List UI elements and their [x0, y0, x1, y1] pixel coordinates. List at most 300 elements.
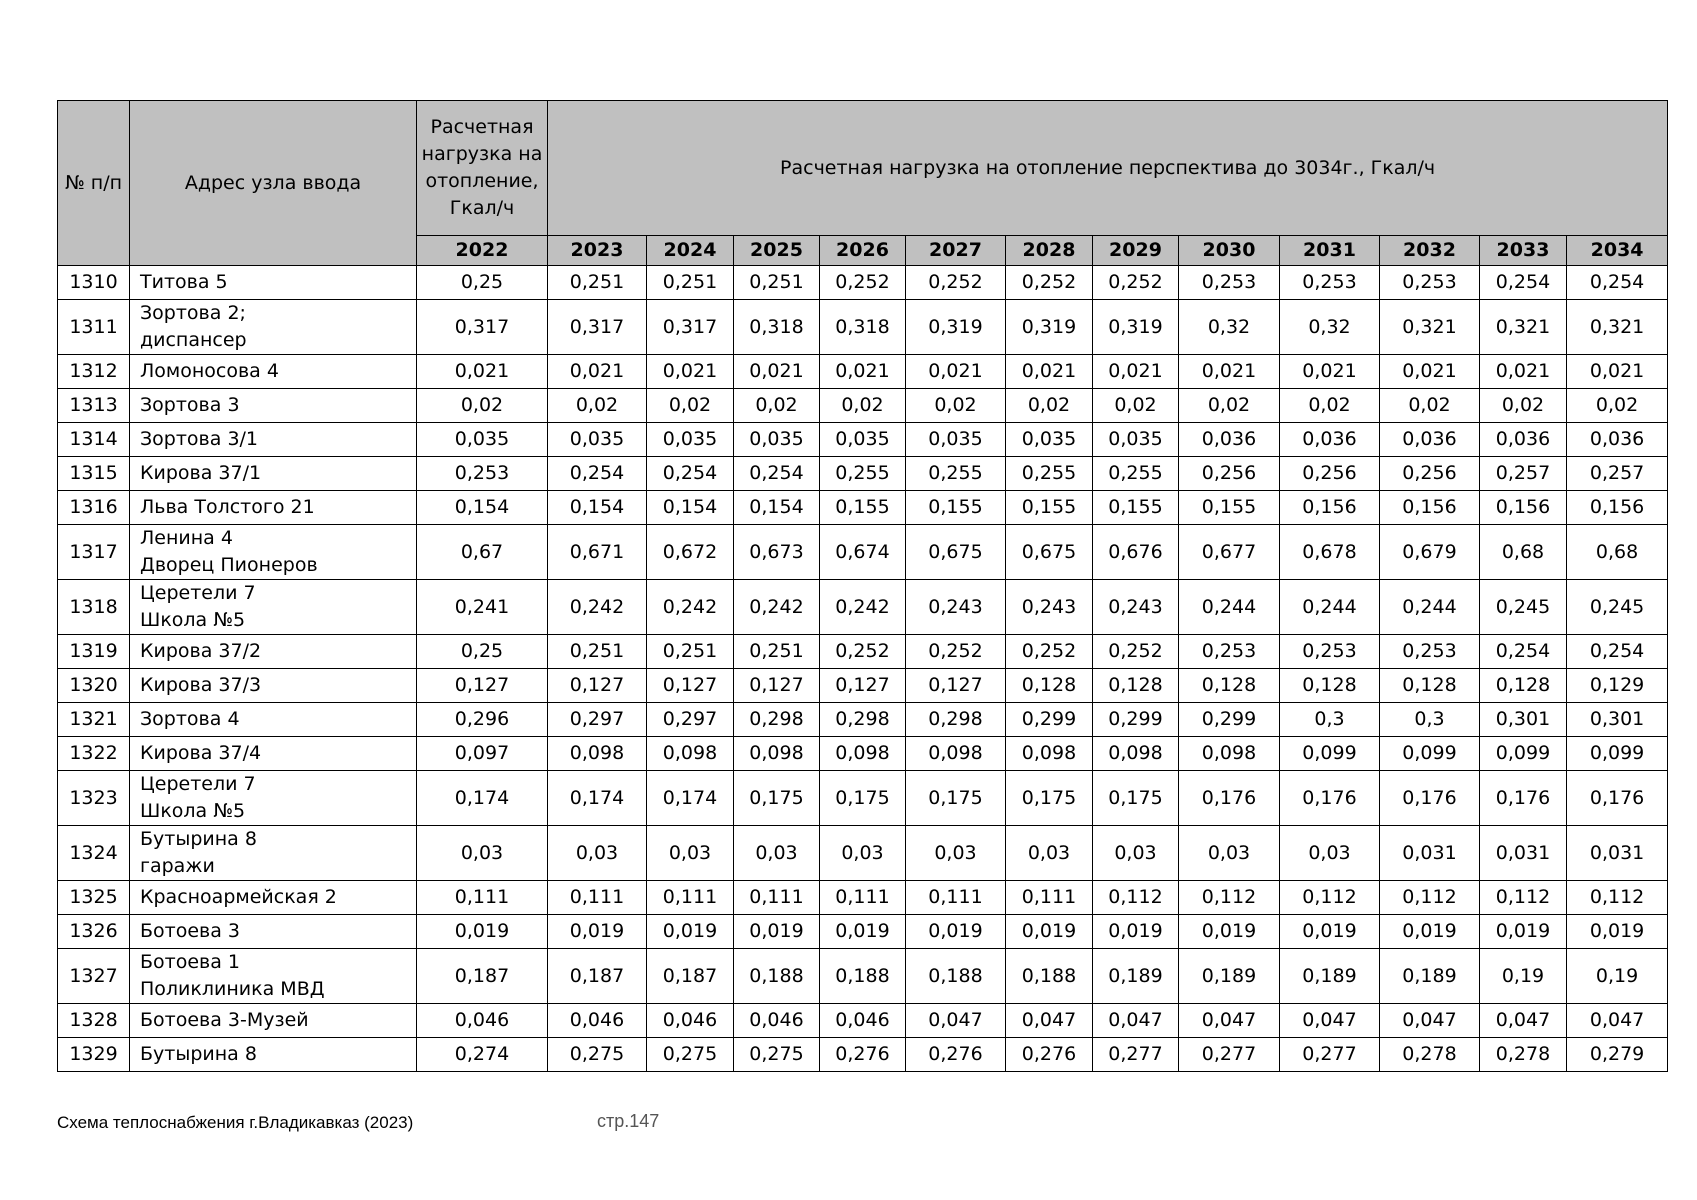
load-value-cell: 0,019: [417, 915, 548, 949]
row-address: [130, 881, 417, 915]
load-value-cell: 0,128: [1006, 669, 1093, 703]
load-value-cell: 0,251: [734, 635, 820, 669]
load-value-cell: 0,127: [647, 669, 734, 703]
load-value-cell: 0,242: [820, 580, 906, 635]
load-value-cell: 0,276: [906, 1038, 1006, 1072]
load-value-cell: 0,02: [1179, 389, 1280, 423]
load-value-cell: 0,127: [820, 669, 906, 703]
load-value-cell: 0,03: [1179, 826, 1280, 881]
load-value-cell: 0,176: [1380, 771, 1480, 826]
row-address: [130, 826, 417, 881]
load-value-cell: 0,019: [820, 915, 906, 949]
load-value-cell: 0,189: [1093, 949, 1179, 1004]
load-value-cell: 0,046: [548, 1004, 647, 1038]
load-value-cell: 0,255: [820, 457, 906, 491]
row-address: [130, 915, 417, 949]
load-value-cell: 0,155: [820, 491, 906, 525]
load-value-cell: 0,111: [417, 881, 548, 915]
load-value-cell: 0,035: [1093, 423, 1179, 457]
load-value-cell: 0,67: [417, 525, 548, 580]
load-value-cell: 0,276: [1006, 1038, 1093, 1072]
load-value-cell: 0,035: [734, 423, 820, 457]
table-row: [58, 771, 1668, 826]
row-address: [130, 525, 417, 580]
row-number: 1323: [58, 771, 130, 826]
load-value-cell: 0,112: [1280, 881, 1380, 915]
load-value-cell: 0,098: [906, 737, 1006, 771]
address-line: Зортова 3/1: [140, 428, 259, 450]
row-address: [130, 457, 417, 491]
load-value-cell: 0,253: [1179, 266, 1280, 300]
load-value-cell: 0,242: [548, 580, 647, 635]
load-value-cell: 0,255: [1093, 457, 1179, 491]
address-line: Красноармейская 2: [140, 886, 337, 908]
load-value-cell: 0,03: [1093, 826, 1179, 881]
load-value-cell: 0,112: [1480, 881, 1567, 915]
load-value-cell: 0,036: [1480, 423, 1567, 457]
load-value-cell: 0,242: [734, 580, 820, 635]
load-value-cell: 0,036: [1179, 423, 1280, 457]
load-value-cell: 0,02: [647, 389, 734, 423]
address-line: Кирова 37/4: [140, 742, 262, 764]
load-value-cell: 0,274: [417, 1038, 548, 1072]
address-line: гаражи: [140, 855, 215, 877]
load-value-cell: 0,317: [548, 300, 647, 355]
load-value-cell: 0,035: [906, 423, 1006, 457]
load-value-cell: 0,253: [1380, 266, 1480, 300]
address-line: Кирова 37/1: [140, 462, 262, 484]
load-value-cell: 0,256: [1280, 457, 1380, 491]
load-value-cell: 0,036: [1567, 423, 1668, 457]
header-year: 2033: [1480, 236, 1567, 266]
load-value-cell: 0,254: [1480, 266, 1567, 300]
load-value-cell: 0,019: [734, 915, 820, 949]
load-value-cell: 0,127: [906, 669, 1006, 703]
load-value-cell: 0,175: [734, 771, 820, 826]
table-row: [58, 826, 1668, 881]
load-value-cell: 0,111: [820, 881, 906, 915]
load-value-cell: 0,251: [734, 266, 820, 300]
load-value-cell: 0,253: [1179, 635, 1280, 669]
load-value-cell: 0,297: [548, 703, 647, 737]
load-value-cell: 0,301: [1567, 703, 1668, 737]
table-row: [58, 635, 1668, 669]
load-value-cell: 0,03: [417, 826, 548, 881]
row-address: [130, 1004, 417, 1038]
load-value-cell: 0,02: [1567, 389, 1668, 423]
row-address: [130, 703, 417, 737]
row-number: 1320: [58, 669, 130, 703]
load-value-cell: 0,676: [1093, 525, 1179, 580]
load-value-cell: 0,098: [820, 737, 906, 771]
row-number: 1316: [58, 491, 130, 525]
table-row: [58, 266, 1668, 300]
row-address: [130, 771, 417, 826]
load-value-cell: 0,035: [647, 423, 734, 457]
load-value-cell: 0,019: [548, 915, 647, 949]
load-value-cell: 0,176: [1179, 771, 1280, 826]
load-value-cell: 0,317: [647, 300, 734, 355]
row-number: 1329: [58, 1038, 130, 1072]
load-value-cell: 0,098: [1006, 737, 1093, 771]
load-value-cell: 0,021: [1006, 355, 1093, 389]
load-value-cell: 0,129: [1567, 669, 1668, 703]
load-value-cell: 0,047: [1380, 1004, 1480, 1038]
header-year: 2025: [734, 236, 820, 266]
load-value-cell: 0,675: [906, 525, 1006, 580]
load-value-cell: 0,111: [734, 881, 820, 915]
address-line: Титова 5: [140, 271, 228, 293]
load-value-cell: 0,099: [1280, 737, 1380, 771]
load-value-cell: 0,243: [1093, 580, 1179, 635]
load-value-cell: 0,175: [1093, 771, 1179, 826]
address-line: Кирова 37/2: [140, 640, 262, 662]
load-value-cell: 0,252: [1006, 266, 1093, 300]
load-value-cell: 0,279: [1567, 1038, 1668, 1072]
load-value-cell: 0,047: [1480, 1004, 1567, 1038]
row-number: 1322: [58, 737, 130, 771]
row-number: 1325: [58, 881, 130, 915]
load-value-cell: 0,031: [1480, 826, 1567, 881]
address-line: диспансер: [140, 329, 247, 351]
load-value-cell: 0,252: [906, 266, 1006, 300]
row-number: 1328: [58, 1004, 130, 1038]
table-row: [58, 389, 1668, 423]
load-value-cell: 0,174: [417, 771, 548, 826]
load-value-cell: 0,32: [1280, 300, 1380, 355]
address-line: Церетели 7: [140, 773, 256, 795]
load-value-cell: 0,318: [820, 300, 906, 355]
load-value-cell: 0,3: [1280, 703, 1380, 737]
table-row: [58, 703, 1668, 737]
load-value-cell: 0,253: [417, 457, 548, 491]
load-value-cell: 0,241: [417, 580, 548, 635]
load-value-cell: 0,299: [1093, 703, 1179, 737]
load-value-cell: 0,021: [548, 355, 647, 389]
row-address: [130, 300, 417, 355]
load-value-cell: 0,276: [820, 1038, 906, 1072]
load-value-cell: 0,19: [1567, 949, 1668, 1004]
load-value-cell: 0,252: [906, 635, 1006, 669]
load-value-cell: 0,127: [734, 669, 820, 703]
load-value-cell: 0,298: [906, 703, 1006, 737]
load-value-cell: 0,678: [1280, 525, 1380, 580]
load-value-cell: 0,245: [1567, 580, 1668, 635]
load-value-cell: 0,319: [1093, 300, 1179, 355]
load-value-cell: 0,111: [548, 881, 647, 915]
load-value-cell: 0,046: [417, 1004, 548, 1038]
load-value-cell: 0,257: [1480, 457, 1567, 491]
load-value-cell: 0,02: [1480, 389, 1567, 423]
load-value-cell: 0,68: [1567, 525, 1668, 580]
row-address: [130, 389, 417, 423]
load-value-cell: 0,03: [1280, 826, 1380, 881]
address-line: Ломоносова 4: [140, 360, 279, 382]
load-value-cell: 0,112: [1093, 881, 1179, 915]
load-value-cell: 0,278: [1380, 1038, 1480, 1072]
load-value-cell: 0,035: [820, 423, 906, 457]
table-row: [58, 915, 1668, 949]
load-value-cell: 0,254: [548, 457, 647, 491]
row-number: 1312: [58, 355, 130, 389]
load-value-cell: 0,244: [1179, 580, 1280, 635]
address-line: Зортова 3: [140, 394, 240, 416]
load-value-cell: 0,021: [1179, 355, 1280, 389]
row-address: [130, 266, 417, 300]
load-value-cell: 0,019: [1280, 915, 1380, 949]
load-value-cell: 0,251: [647, 266, 734, 300]
load-value-cell: 0,047: [1179, 1004, 1280, 1038]
header-year: 2024: [647, 236, 734, 266]
load-value-cell: 0,021: [417, 355, 548, 389]
load-value-cell: 0,112: [1567, 881, 1668, 915]
address-line: Зортова 2;: [140, 302, 246, 324]
load-value-cell: 0,111: [647, 881, 734, 915]
load-value-cell: 0,254: [1480, 635, 1567, 669]
load-value-cell: 0,098: [734, 737, 820, 771]
load-value-cell: 0,187: [647, 949, 734, 1004]
load-value-cell: 0,036: [1280, 423, 1380, 457]
load-value-cell: 0,299: [1006, 703, 1093, 737]
load-value-cell: 0,019: [1093, 915, 1179, 949]
load-value-cell: 0,189: [1280, 949, 1380, 1004]
header-year: 2034: [1567, 236, 1668, 266]
load-value-cell: 0,035: [417, 423, 548, 457]
row-address: [130, 635, 417, 669]
load-value-cell: 0,036: [1380, 423, 1480, 457]
table-row: [58, 1038, 1668, 1072]
load-value-cell: 0,111: [906, 881, 1006, 915]
load-value-cell: 0,319: [906, 300, 1006, 355]
load-value-cell: 0,03: [820, 826, 906, 881]
table-row: [58, 1004, 1668, 1038]
load-value-cell: 0,321: [1480, 300, 1567, 355]
load-value-cell: 0,02: [820, 389, 906, 423]
load-value-cell: 0,02: [1006, 389, 1093, 423]
load-value-cell: 0,25: [417, 635, 548, 669]
load-value-cell: 0,03: [1006, 826, 1093, 881]
load-value-cell: 0,175: [1006, 771, 1093, 826]
load-value-cell: 0,319: [1006, 300, 1093, 355]
load-value-cell: 0,252: [1093, 266, 1179, 300]
table-row: [58, 355, 1668, 389]
load-value-cell: 0,098: [1179, 737, 1280, 771]
load-value-cell: 0,174: [647, 771, 734, 826]
load-value-cell: 0,188: [1006, 949, 1093, 1004]
load-value-cell: 0,256: [1380, 457, 1480, 491]
footer-title: Схема теплоснабжения г.Владикавказ (2023): [57, 1113, 414, 1132]
load-value-cell: 0,278: [1480, 1038, 1567, 1072]
header-year: 2022: [417, 236, 548, 266]
load-value-cell: 0,174: [548, 771, 647, 826]
load-value-cell: 0,296: [417, 703, 548, 737]
load-value-cell: 0,175: [820, 771, 906, 826]
load-value-cell: 0,298: [820, 703, 906, 737]
load-value-cell: 0,187: [548, 949, 647, 1004]
load-value-cell: 0,019: [1006, 915, 1093, 949]
load-value-cell: 0,154: [647, 491, 734, 525]
load-value-cell: 0,244: [1380, 580, 1480, 635]
load-value-cell: 0,299: [1179, 703, 1280, 737]
row-address: [130, 737, 417, 771]
address-line: Ботоева 3: [140, 920, 241, 942]
load-value-cell: 0,255: [906, 457, 1006, 491]
header-year: 2032: [1380, 236, 1480, 266]
address-line: Льва Толстого 21: [140, 496, 315, 518]
load-value-cell: 0,188: [734, 949, 820, 1004]
header-num: № п/п: [58, 101, 130, 266]
load-value-cell: 0,046: [647, 1004, 734, 1038]
load-value-cell: 0,187: [417, 949, 548, 1004]
load-value-cell: 0,674: [820, 525, 906, 580]
load-value-cell: 0,019: [906, 915, 1006, 949]
row-address: [130, 491, 417, 525]
table-row: [58, 423, 1668, 457]
load-value-cell: 0,277: [1179, 1038, 1280, 1072]
header-year: 2029: [1093, 236, 1179, 266]
address-line: Школа №5: [140, 800, 246, 822]
load-value-cell: 0,275: [647, 1038, 734, 1072]
load-value-cell: 0,099: [1567, 737, 1668, 771]
load-value-cell: 0,176: [1480, 771, 1567, 826]
row-number: 1326: [58, 915, 130, 949]
table-row: [58, 669, 1668, 703]
load-value-cell: 0,679: [1380, 525, 1480, 580]
address-line: Церетели 7: [140, 582, 256, 604]
header-year: 2023: [548, 236, 647, 266]
load-value-cell: 0,154: [417, 491, 548, 525]
load-value-cell: 0,301: [1480, 703, 1567, 737]
load-value-cell: 0,128: [1280, 669, 1380, 703]
table-row: [58, 525, 1668, 580]
load-value-cell: 0,251: [548, 635, 647, 669]
page-number: стр.147: [597, 1111, 660, 1131]
load-value-cell: 0,03: [906, 826, 1006, 881]
header-year: 2026: [820, 236, 906, 266]
table-header: [58, 101, 1668, 266]
table-body: [58, 266, 1668, 1072]
address-line: Бутырина 8: [140, 1043, 257, 1065]
load-value-cell: 0,321: [1380, 300, 1480, 355]
address-line: Ботоева 1: [140, 951, 241, 973]
load-value-cell: 0,252: [820, 635, 906, 669]
load-value-cell: 0,02: [906, 389, 1006, 423]
load-value-cell: 0,254: [734, 457, 820, 491]
address-line: Дворец Пионеров: [140, 554, 318, 576]
row-number: 1314: [58, 423, 130, 457]
load-value-cell: 0,019: [1380, 915, 1480, 949]
load-value-cell: 0,251: [647, 635, 734, 669]
header-base-load: Расчетная нагрузка на отопление, Гкал/ч: [417, 101, 548, 236]
load-value-cell: 0,021: [1480, 355, 1567, 389]
load-value-cell: 0,189: [1179, 949, 1280, 1004]
load-value-cell: 0,254: [1567, 266, 1668, 300]
load-value-cell: 0,03: [734, 826, 820, 881]
address-line: Зортова 4: [140, 708, 240, 730]
load-value-cell: 0,021: [647, 355, 734, 389]
load-value-cell: 0,245: [1480, 580, 1567, 635]
table-row: [58, 580, 1668, 635]
row-number: 1310: [58, 266, 130, 300]
row-address: [130, 949, 417, 1004]
address-line: Ленина 4: [140, 527, 233, 549]
load-value-cell: 0,321: [1567, 300, 1668, 355]
load-value-cell: 0,02: [417, 389, 548, 423]
load-value-cell: 0,099: [1480, 737, 1567, 771]
table-row: [58, 300, 1668, 355]
load-value-cell: 0,098: [548, 737, 647, 771]
load-value-cell: 0,154: [734, 491, 820, 525]
header-year: 2028: [1006, 236, 1093, 266]
load-value-cell: 0,19: [1480, 949, 1567, 1004]
load-value-cell: 0,253: [1280, 635, 1380, 669]
load-value-cell: 0,277: [1280, 1038, 1380, 1072]
row-number: 1319: [58, 635, 130, 669]
load-value-cell: 0,275: [548, 1038, 647, 1072]
header-address: Адрес узла ввода: [130, 101, 417, 266]
load-value-cell: 0,677: [1179, 525, 1280, 580]
header-year: 2031: [1280, 236, 1380, 266]
load-value-cell: 0,188: [820, 949, 906, 1004]
load-value-cell: 0,176: [1567, 771, 1668, 826]
load-value-cell: 0,128: [1179, 669, 1280, 703]
load-value-cell: 0,021: [1380, 355, 1480, 389]
load-value-cell: 0,128: [1480, 669, 1567, 703]
header-perspective: Расчетная нагрузка на отопление перспектива до 3034г., Гкал/ч: [548, 101, 1668, 236]
load-value-cell: 0,035: [548, 423, 647, 457]
load-value-cell: 0,32: [1179, 300, 1280, 355]
load-value-cell: 0,03: [647, 826, 734, 881]
load-value-cell: 0,255: [1006, 457, 1093, 491]
load-value-cell: 0,156: [1280, 491, 1380, 525]
row-number: 1318: [58, 580, 130, 635]
load-value-cell: 0,3: [1380, 703, 1480, 737]
load-value-cell: 0,252: [1093, 635, 1179, 669]
load-value-cell: 0,031: [1380, 826, 1480, 881]
load-value-cell: 0,671: [548, 525, 647, 580]
load-value-cell: 0,297: [647, 703, 734, 737]
load-value-cell: 0,112: [1380, 881, 1480, 915]
address-line: Ботоева 3-Музей: [140, 1009, 309, 1031]
load-value-cell: 0,021: [734, 355, 820, 389]
load-value-cell: 0,019: [647, 915, 734, 949]
load-value-cell: 0,02: [1093, 389, 1179, 423]
load-value-cell: 0,02: [734, 389, 820, 423]
load-value-cell: 0,252: [1006, 635, 1093, 669]
load-value-cell: 0,243: [906, 580, 1006, 635]
load-value-cell: 0,128: [1093, 669, 1179, 703]
load-value-cell: 0,021: [1093, 355, 1179, 389]
load-value-cell: 0,128: [1380, 669, 1480, 703]
row-number: 1321: [58, 703, 130, 737]
load-value-cell: 0,019: [1480, 915, 1567, 949]
load-value-cell: 0,111: [1006, 881, 1093, 915]
load-value-cell: 0,68: [1480, 525, 1567, 580]
load-value-cell: 0,154: [548, 491, 647, 525]
table-row: [58, 457, 1668, 491]
row-address: [130, 669, 417, 703]
load-value-cell: 0,244: [1280, 580, 1380, 635]
load-value-cell: 0,318: [734, 300, 820, 355]
load-value-cell: 0,046: [734, 1004, 820, 1038]
load-value-cell: 0,298: [734, 703, 820, 737]
load-value-cell: 0,317: [417, 300, 548, 355]
load-value-cell: 0,175: [906, 771, 1006, 826]
load-value-cell: 0,099: [1380, 737, 1480, 771]
load-value-cell: 0,275: [734, 1038, 820, 1072]
load-value-cell: 0,254: [1567, 635, 1668, 669]
address-line: Бутырина 8: [140, 828, 257, 850]
